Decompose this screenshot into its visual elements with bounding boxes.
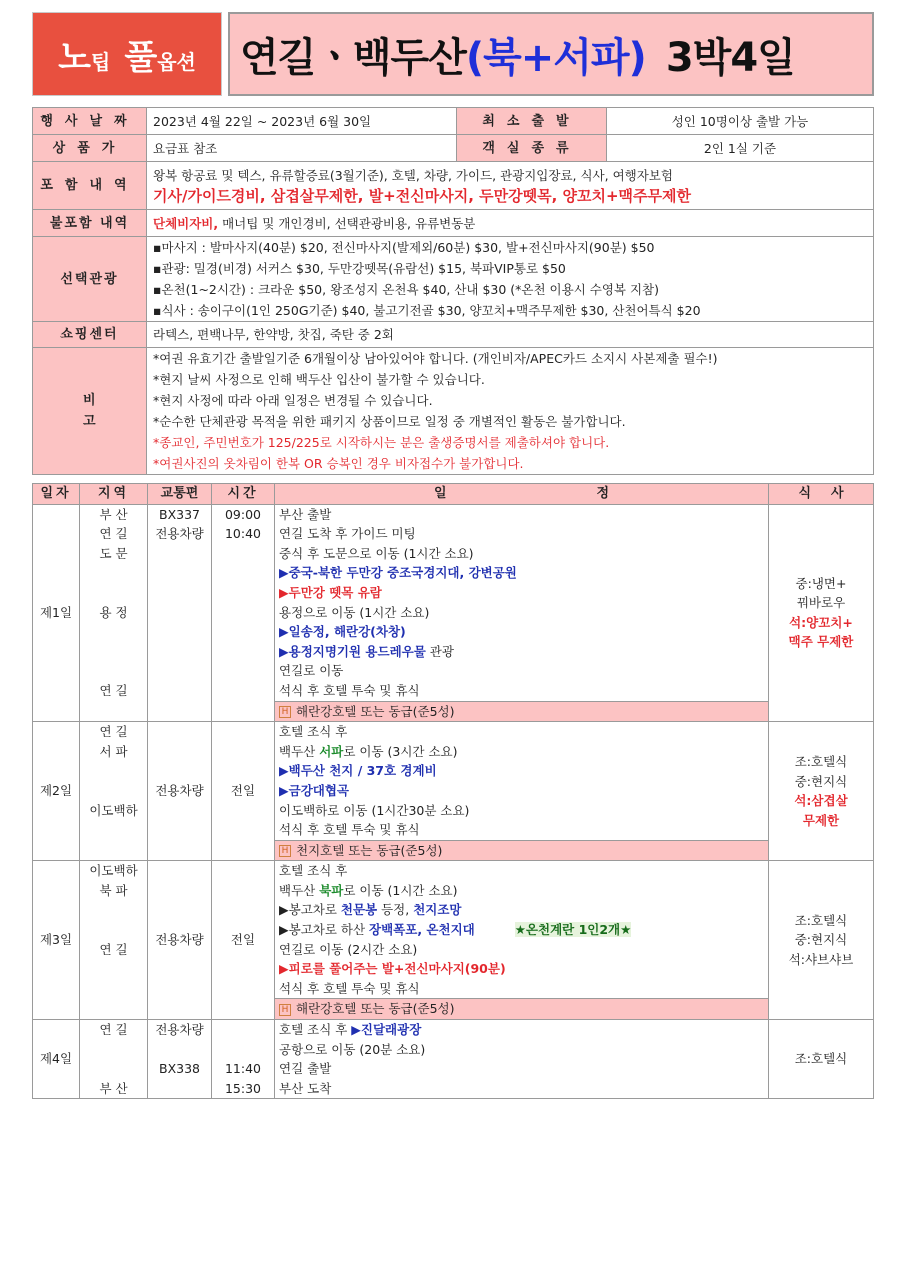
itin-line: 부산 도착 <box>279 1080 332 1096</box>
itin-highlight: ▶백두산 천지 / 37호 경계비 <box>279 763 437 779</box>
note-label: 비고 <box>33 348 147 475</box>
itin-line: 호텔 조식 후 <box>279 724 348 740</box>
itin-line: 로 이동 (3시간 소요) <box>343 743 458 759</box>
included-line: 왕복 항공료 및 텍스, 유류할증료(3월기준), 호텔, 차량, 가이드, 관광지입장료, 식사, 여행자보험 <box>153 167 673 183</box>
itin-line: 백두산 <box>279 882 320 898</box>
meal: 중:냉면+ <box>795 575 847 591</box>
min-label: 최소출발 <box>457 108 607 135</box>
optional-tour: ▪관광: 밀경(비경) 서커스 $30, 두만강뗏목(유람선) $15, 북파VIP통로 $50 <box>153 261 566 276</box>
meal-highlight: 맥주 무제한 <box>788 634 854 650</box>
day-3-places <box>80 861 148 1020</box>
itin-line: 석식 후 호텔 투숙 및 휴식 <box>279 822 420 838</box>
place: 연 길 <box>99 724 128 740</box>
included-value <box>147 162 874 210</box>
day-4: 제4일 <box>33 1020 80 1099</box>
itin-highlight: 장백폭포, 온천지대 <box>369 922 475 938</box>
excluded-label: 불포함 내역 <box>33 210 147 237</box>
date-label: 행사날짜 <box>33 108 147 135</box>
itin-line: 호텔 조식 후 <box>279 1022 352 1038</box>
min-value: 성인 10명이상 출발 가능 <box>607 108 874 135</box>
hotel-icon: H <box>279 845 291 857</box>
time: 11:40 <box>224 1061 262 1077</box>
itin-line: 연길로 이동 <box>279 663 344 679</box>
day-4-times <box>212 1020 275 1099</box>
itin-highlight: ▶금강대협곡 <box>279 782 349 798</box>
place: 도 문 <box>99 545 128 561</box>
col-time: 시간 <box>212 484 275 505</box>
place: 연 길 <box>99 1022 128 1038</box>
room-label: 객실종류 <box>457 135 607 162</box>
day-1-transport <box>148 504 212 722</box>
itin-line: ▶봉고차로 하산 <box>279 922 370 938</box>
meal: 조:호텔식 <box>794 754 848 770</box>
place: 연 길 <box>99 682 128 698</box>
day-1-meals <box>769 504 874 722</box>
day-2: 제2일 <box>33 722 80 861</box>
note-item: *현지 날씨 사정으로 인해 백두산 입산이 불가할 수 있습니다. <box>153 372 485 387</box>
day-3-time: 전일 <box>212 861 275 1020</box>
excluded-value <box>147 210 874 237</box>
itin-line: 이도백하로 이동 (1시간30분 소요) <box>279 802 470 818</box>
day-2-hotel <box>275 840 769 861</box>
itin-highlight: ▶진달래광장 <box>351 1022 422 1038</box>
place: 북 파 <box>99 882 128 898</box>
note-item: *현지 사정에 따라 아래 일정은 변경될 수 있습니다. <box>153 393 433 408</box>
itin-line: 연길 도착 후 가이드 미팅 <box>279 526 416 542</box>
itin-highlight: ▶두만강 뗏목 유람 <box>279 584 382 600</box>
note-item: *여권 유효기간 출발일기준 6개월이상 남아있어야 합니다. (개인비자/APEC카드 소지시 사본제출 필수!) <box>153 351 718 366</box>
page-title <box>228 12 874 96</box>
itin-highlight: 북파 <box>319 882 344 898</box>
badge-full: 풀 <box>124 37 158 78</box>
meal: 석:샤브샤브 <box>788 951 854 967</box>
itin-highlight: ▶용정지명기원 용드레우물 <box>279 643 426 659</box>
place: 부 산 <box>99 1080 128 1096</box>
day-1: 제1일 <box>33 504 80 722</box>
day-3: 제3일 <box>33 861 80 1020</box>
meal-highlight: 무제한 <box>802 812 840 828</box>
col-place: 지역 <box>80 484 148 505</box>
time: 15:30 <box>224 1080 262 1096</box>
day-4-itinerary <box>275 1020 769 1099</box>
included-label: 포함내역 <box>33 162 147 210</box>
flight-code: BX338 <box>159 1061 200 1077</box>
col-meal: 식사 <box>769 484 874 505</box>
place: 용 정 <box>99 604 128 620</box>
meal: 중:현지식 <box>794 773 848 789</box>
day-3-transport: 전용차량 <box>148 861 212 1020</box>
itin-line: 부산 출발 <box>279 506 332 522</box>
itin-highlight: 서파 <box>319 743 344 759</box>
transport: 전용차량 <box>155 1022 204 1038</box>
place: 이도백하 <box>89 802 138 818</box>
itin-line: ▶봉고차로 <box>279 902 341 918</box>
col-day: 일자 <box>33 484 80 505</box>
col-itinerary: 일정 <box>275 484 769 505</box>
info-table <box>32 107 874 475</box>
included-highlight: 기사/가이드경비, 삼겹살무제한, 발+전신마사지, 두만강뗏목, 양꼬치+맥주무제한 <box>153 186 691 205</box>
itin-highlight: ▶일송정, 해란강(차창) <box>279 624 406 640</box>
egg-badge: ★온천계란 1인2개★ <box>514 922 632 938</box>
price-value: 요금표 참조 <box>147 135 457 162</box>
note-item-red: *종교인, 주민번호가 125/225로 시작하시는 분은 출생증명서를 제출하셔야 합니다. <box>153 435 610 450</box>
badge-tip: 팁 <box>91 49 111 74</box>
day-2-itinerary <box>275 722 769 841</box>
transport: 전용차량 <box>155 526 204 542</box>
itin-line: 관광 <box>425 643 454 659</box>
meal: 꿔바로우 <box>796 595 846 611</box>
optional-label: 선택관광 <box>33 237 147 322</box>
date-value: 2023년 4월 22일 ~ 2023년 6월 30일 <box>147 108 457 135</box>
meal: 조:호텔식 <box>794 912 848 928</box>
itin-highlight: ▶피로를 풀어주는 발+전신마사지(90분) <box>279 961 506 977</box>
hotel-name: 해란강호텔 또는 동급(준5성) <box>296 703 455 719</box>
badge-no: 노 <box>58 37 92 78</box>
day-4-transport <box>148 1020 212 1099</box>
badge-option: 옵션 <box>157 49 196 74</box>
itin-line: 호텔 조식 후 <box>279 863 348 879</box>
itin-line: 등정, <box>377 902 414 918</box>
day-1-itinerary <box>275 504 769 701</box>
itin-line: 공항으로 이동 (20분 소요) <box>279 1041 426 1057</box>
room-value: 2인 1실 기준 <box>607 135 874 162</box>
day-3-hotel <box>275 999 769 1020</box>
itin-line: 석식 후 호텔 투숙 및 휴식 <box>279 980 420 996</box>
day-2-meals <box>769 722 874 861</box>
shopping-label: 쇼핑센터 <box>33 322 147 348</box>
hotel-name: 천지호텔 또는 동급(준5성) <box>296 842 443 858</box>
excluded-rest: 매너팁 및 개인경비, 선택관광비용, 유류변동분 <box>218 215 476 231</box>
hotel-icon: H <box>279 1004 291 1016</box>
logo-badge <box>32 12 222 96</box>
optional-massage: ▪마사지 : 발마사지(40분) $20, 전신마사지(발제외/60분) $30, 발+전신마사지(90분) $50 <box>153 240 655 255</box>
day-4-places <box>80 1020 148 1099</box>
flight-code: BX337 <box>159 506 200 522</box>
meal: 조:호텔식 <box>794 1051 848 1067</box>
shopping-value: 라텍스, 편백나무, 한약방, 찻집, 죽탄 중 2회 <box>147 322 874 348</box>
meal-highlight: 석:양꼬치+ <box>789 614 853 630</box>
schedule-table <box>32 483 874 1099</box>
itin-line: 용정으로 이동 (1시간 소요) <box>279 604 430 620</box>
itin-line: 백두산 <box>279 743 320 759</box>
day-3-itinerary <box>275 861 769 999</box>
optional-list <box>147 237 874 322</box>
itin-line: 연길 출발 <box>279 1061 332 1077</box>
day-2-places <box>80 722 148 861</box>
meal: 중:현지식 <box>794 932 848 948</box>
itin-line: 로 이동 (1시간 소요) <box>343 882 458 898</box>
itin-highlight: ▶중국-북한 두만강 중조국경지대, 강변공원 <box>279 565 517 581</box>
itin-highlight: 천문봉 <box>340 902 378 918</box>
day-3-meals <box>769 861 874 1020</box>
col-transport: 교통편 <box>148 484 212 505</box>
place: 연 길 <box>99 526 128 542</box>
itin-line: 석식 후 호텔 투숙 및 휴식 <box>279 682 420 698</box>
meal-highlight: 석:삼겹살 <box>794 793 848 809</box>
place: 연 길 <box>99 941 128 957</box>
day-1-places <box>80 504 148 722</box>
optional-meal: ▪식사 : 송이구이(1인 250G기준) $40, 불고기전골 $30, 양꼬치+맥주무제한 $30, 산천어특식 $20 <box>153 303 701 318</box>
optional-spa: ▪온천(1~2시간) : 크라운 $50, 왕조성지 온천욕 $40, 산내 $30 (*온천 이용시 수영복 지참) <box>153 282 659 297</box>
price-label: 상품가 <box>33 135 147 162</box>
itin-highlight: 천지조망 <box>413 902 462 918</box>
day-4-meals <box>769 1020 874 1099</box>
time: 09:00 <box>224 506 262 522</box>
time: 10:40 <box>224 526 262 542</box>
excluded-visa: 단체비자비, <box>153 215 219 231</box>
day-2-time: 전일 <box>212 722 275 861</box>
itin-line: 중식 후 도문으로 이동 (1시간 소요) <box>279 545 474 561</box>
day-1-hotel <box>275 701 769 722</box>
place: 이도백하 <box>89 863 138 879</box>
hotel-name: 해란강호텔 또는 동급(준5성) <box>296 1001 455 1017</box>
place: 부 산 <box>99 506 128 522</box>
title-destination: 연길ㆍ백두산 <box>240 34 466 81</box>
place: 서 파 <box>99 743 128 759</box>
notes <box>147 348 874 475</box>
itin-line: 연길로 이동 (2시간 소요) <box>279 941 418 957</box>
title-route: (북+서파) <box>465 34 646 81</box>
day-1-times <box>212 504 275 722</box>
hotel-icon: H <box>279 706 291 718</box>
day-2-transport: 전용차량 <box>148 722 212 861</box>
title-duration: 3박4일 <box>665 34 795 81</box>
note-item: *순수한 단체관광 목적을 위한 패키지 상품이므로 일정 중 개별적인 활동은 불가합니다. <box>153 414 626 429</box>
note-item-red: *여권사진의 옷차림이 한복 OR 승복인 경우 비자접수가 불가합니다. <box>153 456 524 471</box>
